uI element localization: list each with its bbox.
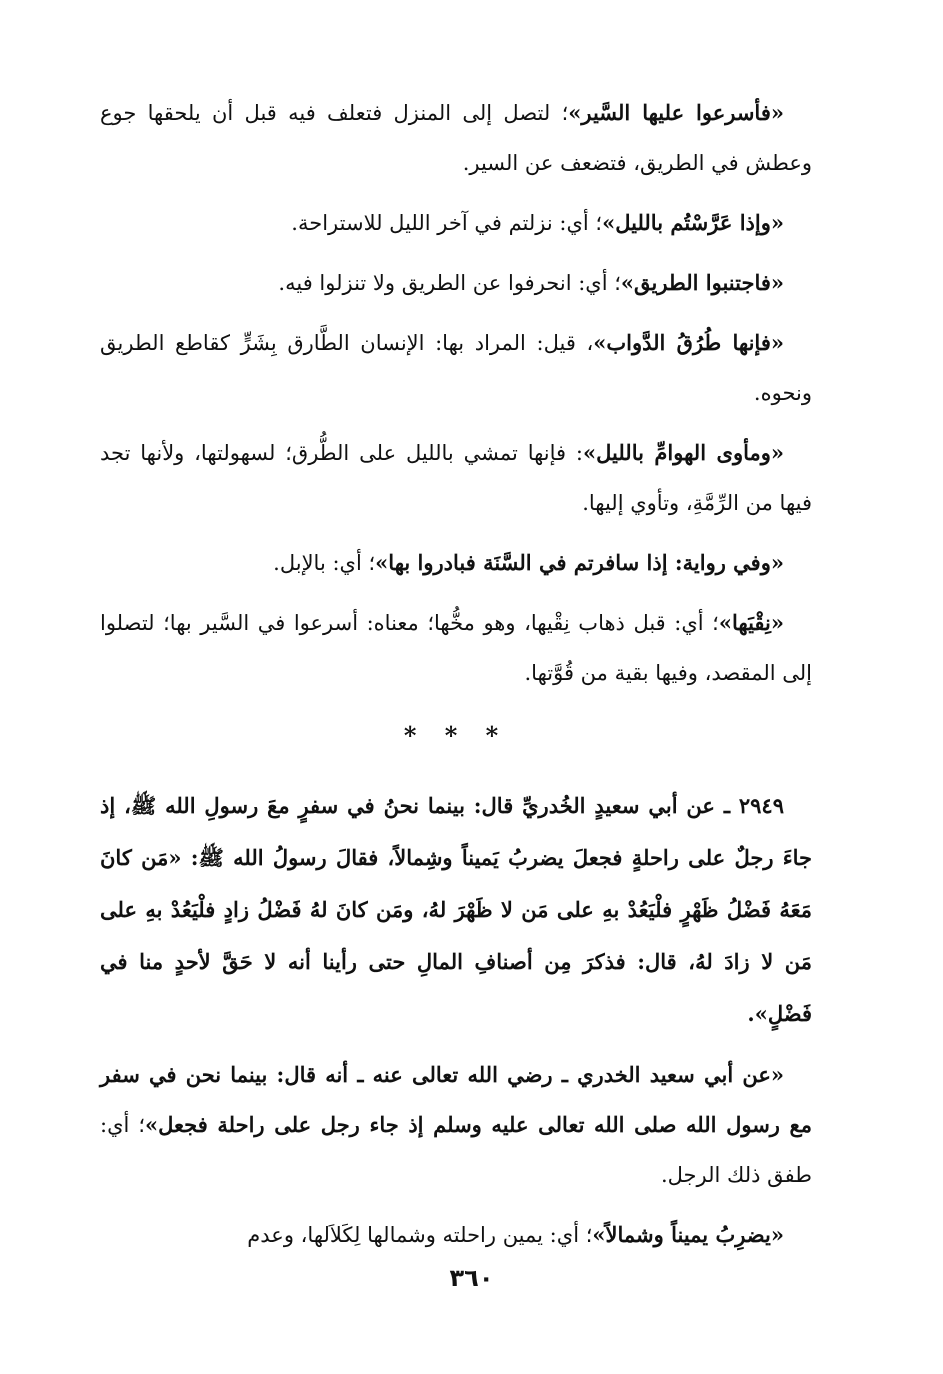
quote: «وفي رواية: إذا سافرتم في السَّنَة فبادروا بها»: [375, 550, 784, 575]
explanation: ؛ أي: يمين راحلته وشمالها لِكَلاَلها، وعدم: [247, 1223, 593, 1247]
paragraph-4: [100, 318, 812, 418]
explanation: ؛ أي: انحرفوا عن الطريق ولا تنزلوا فيه.: [278, 271, 621, 295]
page-body: [100, 88, 812, 1270]
explanation: : فإنها تمشي بالليل على الطُّرق؛ لسهولتها، ولأنها تجد فيها من الرِّمَّةِ، وتأوي إليها.: [100, 441, 812, 515]
explanation: ؛ لتصل إلى المنزل فتعلف فيه قبل أن يلحقها جوع وعطش في الطريق، فتضعف عن السير.: [100, 101, 812, 175]
quote: «نِقْيَها»: [718, 610, 784, 635]
quote: «وإذا عَرَّسْتُم بالليل»: [602, 210, 784, 235]
explanation: ؛ أي: طفق ذلك الرجل.: [100, 1113, 812, 1187]
commentary-2: [100, 1210, 812, 1260]
quote: «ومأوى الهوامِّ بالليل»: [582, 440, 784, 465]
quote: «يضرِبُ يميناً وشمالاً»: [592, 1222, 784, 1247]
paragraph-5: [100, 428, 812, 528]
paragraph-6: [100, 538, 812, 588]
explanation: ، قيل: المراد بها: الإنسان الطَّارق بِشَرٍّ كقاطع الطريق ونحوه.: [100, 331, 812, 405]
section-separator: * * *: [403, 721, 509, 750]
quote: «فأسرعوا عليها السَّير»: [568, 100, 784, 125]
page-number: ٣٦٠: [449, 1264, 494, 1292]
explanation: ؛ أي: بالإبل.: [273, 551, 376, 575]
quote: «فإنها طُرُقُ الدَّواب»: [593, 330, 784, 355]
quote: «فاجتنبوا الطريق»: [620, 270, 784, 295]
quote: «عن أبي سعيد الخدري ـ رضي الله تعالى عنه ـ أنه قال: بينما نحن في سفر مع رسول الله صلى الله تعالى عليه وسلم إذ جاء رجل على راحلة فجعل»: [100, 1062, 812, 1137]
paragraph-7: [100, 598, 812, 698]
hadith-text: ٢٩٤٩ ـ عن أبي سعيدٍ الخُدريِّ قال: بينما نحنُ في سفرٍ معَ رسولِ الله ﷺ، إذ جاءَ رجلٌ على راحلةٍ فجعلَ يضربُ يَميناً وشِمالاً، فقالَ رسولُ الله ﷺ: «مَن كانَ مَعَهُ فَضْلُ ظَهْرٍ فلْيَعُدْ بهِ على مَن لا ظَهْرَ لهُ، ومَن كانَ لهُ فَضْلُ زادٍ فلْيَعُدْ بهِ على مَن لا زادَ لهُ، قال: فذكرَ مِن أصنافِ المالِ حتى رأينا أنه لا حَقَّ لأحدٍ منا في فَضْلٍ».: [100, 793, 812, 1026]
commentary-1: [100, 1050, 812, 1200]
paragraph-1: [100, 88, 812, 188]
paragraph-3: [100, 258, 812, 308]
paragraph-2: [100, 198, 812, 248]
explanation: ؛ أي: قبل ذهاب نِقْيها، وهو مخُّها؛ معناه: أسرعوا في السَّير بها؛ لتصلوا إلى المقصد، وفيها بقية من قُوَّتها.: [100, 611, 812, 685]
explanation: ؛ أي: نزلتم في آخر الليل للاستراحة.: [291, 211, 603, 235]
